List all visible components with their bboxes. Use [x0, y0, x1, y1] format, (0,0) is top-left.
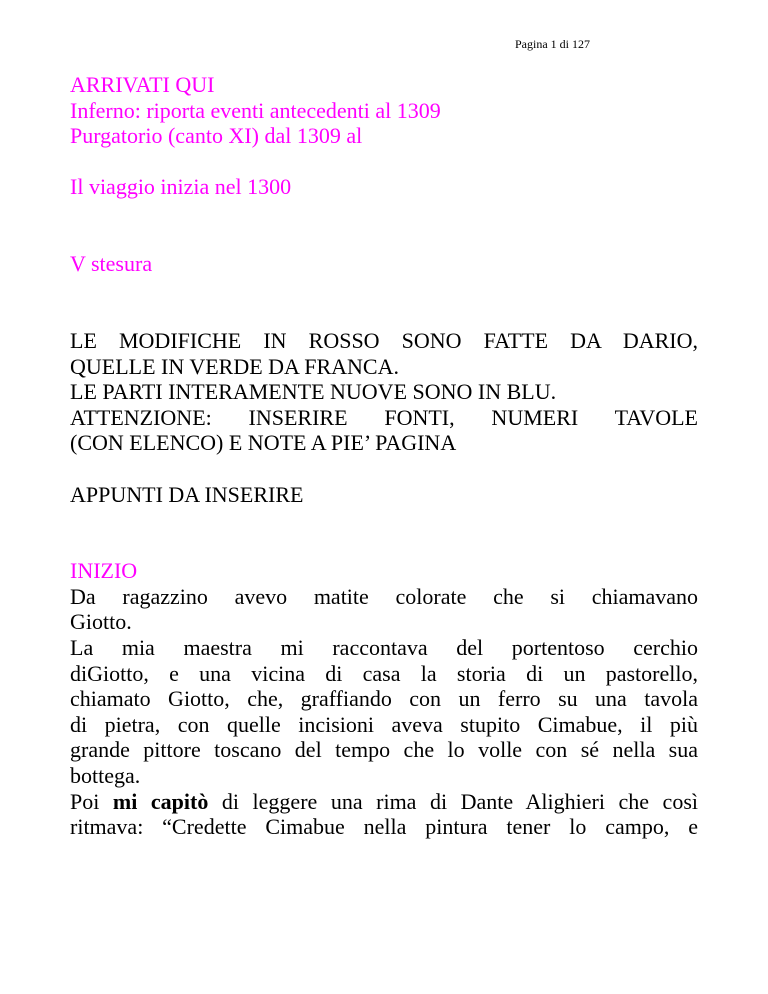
instruction-line-3: LE PARTI INTERAMENTE NUOVE SONO IN BLU.	[70, 379, 557, 405]
paragraph-2-line-5: grande pittore toscano del tempo che lo volle con sé nella sua	[70, 737, 698, 763]
document-body	[70, 72, 698, 840]
note-purgatorio: Purgatorio (canto XI) dal 1309 al	[70, 123, 363, 149]
paragraph-3-line-1	[70, 789, 698, 815]
appunti-heading: APPUNTI DA INSERIRE	[70, 481, 304, 507]
instruction-line-2: QUELLE IN VERDE DA FRANCA.	[70, 353, 399, 379]
paragraph-2-line-4: di pietra, con quelle incisioni aveva stupito Cimabue, il più	[70, 711, 698, 737]
page-number: Pagina 1 di 127	[515, 37, 590, 51]
section-heading-inizio: INIZIO	[70, 558, 138, 584]
note-viaggio: Il viaggio inizia nel 1300	[70, 174, 292, 200]
paragraph-3-bold: mi capitò	[112, 788, 209, 814]
paragraph-3-line-2: ritmava: “Credette Cimabue nella pintura tener lo campo, e	[70, 814, 698, 840]
paragraph-1-line-1: Da ragazzino avevo matite colorate che si chiamavano	[70, 583, 698, 609]
note-stesura: V stesura	[70, 251, 153, 277]
paragraph-2-line-3: chiamato Giotto, che, graffiando con un ferro su una tavola	[70, 686, 698, 712]
instruction-line-5: (CON ELENCO) E NOTE A PIE’ PAGINA	[70, 430, 457, 456]
paragraph-2-line-6: bottega.	[70, 763, 141, 789]
note-arrivati: ARRIVATI QUI	[70, 72, 215, 97]
paragraph-2-line-1: La mia maestra mi raccontava del portentoso cerchio	[70, 635, 698, 661]
paragraph-1-line-2: Giotto.	[70, 609, 132, 635]
paragraph-2-line-2: diGiotto, e una vicina di casa la storia di un pastorello,	[70, 660, 698, 686]
paragraph-3-text-b: di leggere una rima di Dante Alighieri che così	[208, 788, 699, 814]
instruction-line-4: ATTENZIONE: INSERIRE FONTI, NUMERI TAVOLE	[70, 404, 698, 430]
note-inferno: Inferno: riporta eventi antecedenti al 1309	[70, 97, 441, 123]
instruction-line-1: LE MODIFICHE IN ROSSO SONO FATTE DA DARIO,	[70, 327, 698, 353]
paragraph-3-text-a: Poi	[70, 788, 113, 814]
